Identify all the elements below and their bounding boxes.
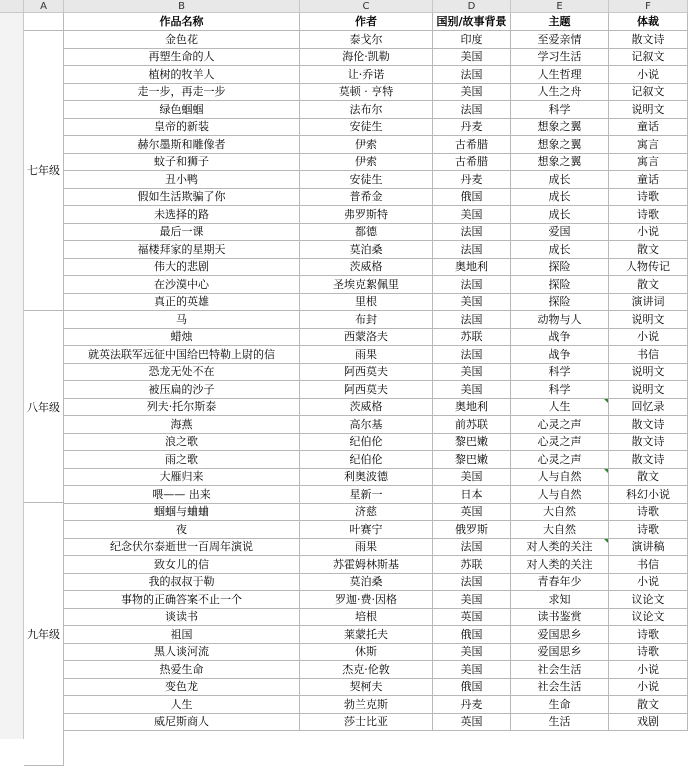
cell-genre[interactable]: 散文诗 xyxy=(609,433,688,451)
cell-theme[interactable]: 战争 xyxy=(511,328,609,346)
cell-theme[interactable]: 成长 xyxy=(511,188,609,206)
cell-genre[interactable]: 诗歌 xyxy=(609,503,688,521)
cell-theme[interactable]: 人与自然 xyxy=(511,486,609,504)
cell-author[interactable]: 海伦·凯勒 xyxy=(300,48,433,66)
cell-theme[interactable]: 爱国思乡 xyxy=(511,626,609,644)
cell-theme[interactable]: 对人类的关注 xyxy=(511,556,609,574)
cell-theme[interactable]: 想象之翼 xyxy=(511,136,609,154)
cell-title[interactable]: 再塑生命的人 xyxy=(64,48,300,66)
cell-genre[interactable]: 记叙文 xyxy=(609,48,688,66)
cell-author[interactable]: 雨果 xyxy=(300,346,433,364)
cell-title[interactable]: 最后一课 xyxy=(64,223,300,241)
cell-author[interactable]: 莫顿 · 亨特 xyxy=(300,83,433,101)
cell-theme[interactable]: 爱国思乡 xyxy=(511,643,609,661)
cell-title[interactable]: 威尼斯商人 xyxy=(64,713,300,731)
cell-theme[interactable]: 探险 xyxy=(511,258,609,276)
cell-genre[interactable]: 演讲稿 xyxy=(609,538,688,556)
column-header-d[interactable]: D xyxy=(433,0,511,13)
cell-theme[interactable]: 心灵之声 xyxy=(511,451,609,469)
cell-title[interactable]: 谈读书 xyxy=(64,608,300,626)
cell-genre[interactable]: 书信 xyxy=(609,346,688,364)
cell-country[interactable]: 奥地利 xyxy=(433,258,511,276)
header-cell-grade[interactable] xyxy=(24,13,64,31)
cell-country[interactable]: 印度 xyxy=(433,31,511,49)
cell-author[interactable]: 星新一 xyxy=(300,486,433,504)
cell-theme[interactable]: 人生 xyxy=(511,398,609,416)
cell-country[interactable]: 美国 xyxy=(433,661,511,679)
cell-genre[interactable]: 小说 xyxy=(609,66,688,84)
cell-country[interactable]: 英国 xyxy=(433,608,511,626)
cell-title[interactable]: 致女儿的信 xyxy=(64,556,300,574)
cell-theme[interactable]: 对人类的关注 xyxy=(511,538,609,556)
cell-genre[interactable]: 散文 xyxy=(609,696,688,714)
cell-marker-icon xyxy=(604,399,608,403)
cell-genre[interactable]: 诗歌 xyxy=(609,626,688,644)
cell-theme[interactable]: 生命 xyxy=(511,696,609,714)
cell-theme[interactable]: 探险 xyxy=(511,276,609,294)
cell-title[interactable]: 绿色蝈蝈 xyxy=(64,101,300,119)
header-cell-country[interactable]: 国别/故事背景 xyxy=(433,13,511,31)
cell-theme[interactable]: 生活 xyxy=(511,713,609,731)
cell-genre[interactable]: 散文诗 xyxy=(609,451,688,469)
cell-country[interactable]: 法国 xyxy=(433,346,511,364)
cell-theme[interactable]: 科学 xyxy=(511,363,609,381)
cell-author[interactable]: 泰戈尔 xyxy=(300,31,433,49)
cell-genre[interactable]: 回忆录 xyxy=(609,398,688,416)
grade-cell[interactable]: 八年级 xyxy=(24,311,64,504)
cell-theme[interactable]: 探险 xyxy=(511,293,609,311)
cell-theme[interactable]: 想象之翼 xyxy=(511,118,609,136)
cell-genre[interactable]: 小说 xyxy=(609,661,688,679)
cell-title[interactable]: 在沙漠中心 xyxy=(64,276,300,294)
cell-title[interactable]: 我的叔叔于勒 xyxy=(64,573,300,591)
row-header-strip xyxy=(0,13,24,739)
cell-country[interactable]: 美国 xyxy=(433,468,511,486)
cell-genre[interactable]: 议论文 xyxy=(609,608,688,626)
cell-title[interactable]: 事物的正确答案不止一个 xyxy=(64,591,300,609)
cell-author[interactable]: 纪伯伦 xyxy=(300,451,433,469)
cell-country[interactable]: 法国 xyxy=(433,311,511,329)
cell-title[interactable]: 热爱生命 xyxy=(64,661,300,679)
cell-title[interactable]: 变色龙 xyxy=(64,678,300,696)
cell-title[interactable]: 赫尔墨斯和雕像者 xyxy=(64,136,300,154)
cell-genre[interactable]: 说明文 xyxy=(609,381,688,399)
cell-country[interactable]: 苏联 xyxy=(433,556,511,574)
cell-marker-icon xyxy=(604,539,608,543)
cell-country[interactable]: 美国 xyxy=(433,381,511,399)
cell-theme[interactable]: 爱国 xyxy=(511,223,609,241)
grade-cell[interactable]: 九年级 xyxy=(24,503,64,766)
cell-genre[interactable]: 散文诗 xyxy=(609,416,688,434)
cell-author[interactable]: 莎士比亚 xyxy=(300,713,433,731)
cell-author[interactable]: 布封 xyxy=(300,311,433,329)
cell-title[interactable]: 大雁归来 xyxy=(64,468,300,486)
cell-title[interactable]: 祖国 xyxy=(64,626,300,644)
cell-title[interactable]: 未选择的路 xyxy=(64,206,300,224)
cell-genre[interactable]: 书信 xyxy=(609,556,688,574)
cell-author[interactable]: 弗罗斯特 xyxy=(300,206,433,224)
cell-country[interactable]: 法国 xyxy=(433,276,511,294)
cell-country[interactable]: 俄国 xyxy=(433,188,511,206)
cell-country[interactable]: 俄国 xyxy=(433,678,511,696)
cell-author[interactable]: 罗迦·费·因格 xyxy=(300,591,433,609)
cell-country[interactable]: 俄罗斯 xyxy=(433,521,511,539)
cell-genre[interactable]: 诗歌 xyxy=(609,206,688,224)
cell-country[interactable]: 法国 xyxy=(433,573,511,591)
cell-country[interactable]: 美国 xyxy=(433,643,511,661)
header-cell-title[interactable]: 作品名称 xyxy=(64,13,300,31)
cell-author[interactable]: 高尔基 xyxy=(300,416,433,434)
cell-theme[interactable]: 科学 xyxy=(511,101,609,119)
cell-country[interactable]: 法国 xyxy=(433,66,511,84)
cell-theme[interactable]: 科学 xyxy=(511,381,609,399)
cell-genre[interactable]: 童话 xyxy=(609,118,688,136)
cell-theme[interactable]: 战争 xyxy=(511,346,609,364)
cell-genre[interactable]: 小说 xyxy=(609,678,688,696)
cell-title[interactable]: 蚊子和狮子 xyxy=(64,153,300,171)
cell-genre[interactable]: 散文 xyxy=(609,276,688,294)
cell-genre[interactable]: 小说 xyxy=(609,573,688,591)
cell-theme[interactable]: 动物与人 xyxy=(511,311,609,329)
cell-genre[interactable]: 寓言 xyxy=(609,153,688,171)
cell-author[interactable]: 里根 xyxy=(300,293,433,311)
cell-country[interactable]: 黎巴嫩 xyxy=(433,451,511,469)
cell-genre[interactable]: 散文诗 xyxy=(609,31,688,49)
cell-country[interactable]: 丹麦 xyxy=(433,118,511,136)
select-all-corner[interactable] xyxy=(0,0,24,13)
cell-author[interactable]: 让·乔诺 xyxy=(300,66,433,84)
cell-theme[interactable]: 想象之翼 xyxy=(511,153,609,171)
cell-marker-icon xyxy=(604,469,608,473)
column-header-e[interactable]: E xyxy=(511,0,609,13)
cell-country[interactable]: 奥地利 xyxy=(433,398,511,416)
cell-genre[interactable]: 小说 xyxy=(609,223,688,241)
cell-country[interactable]: 法国 xyxy=(433,241,511,259)
cell-author[interactable]: 莫泊桑 xyxy=(300,573,433,591)
cell-theme[interactable]: 成长 xyxy=(511,241,609,259)
cell-title[interactable]: 海燕 xyxy=(64,416,300,434)
cell-country[interactable]: 古希腊 xyxy=(433,136,511,154)
cell-title[interactable]: 蜡烛 xyxy=(64,328,300,346)
cell-genre[interactable]: 演讲词 xyxy=(609,293,688,311)
cell-title[interactable]: 伟大的悲剧 xyxy=(64,258,300,276)
cell-title[interactable]: 假如生活欺骗了你 xyxy=(64,188,300,206)
cell-author[interactable]: 利奥波德 xyxy=(300,468,433,486)
cell-genre[interactable]: 记叙文 xyxy=(609,83,688,101)
cell-author[interactable]: 都德 xyxy=(300,223,433,241)
column-header-a[interactable]: A xyxy=(24,0,64,13)
cell-title[interactable]: 纪念伏尔泰逝世一百周年演说 xyxy=(64,538,300,556)
cell-country[interactable]: 法国 xyxy=(433,538,511,556)
cell-country[interactable]: 古希腊 xyxy=(433,153,511,171)
cell-author[interactable]: 圣埃克絮佩里 xyxy=(300,276,433,294)
cell-country[interactable]: 日本 xyxy=(433,486,511,504)
cell-country[interactable]: 美国 xyxy=(433,591,511,609)
cell-country[interactable]: 美国 xyxy=(433,206,511,224)
cell-genre[interactable]: 散文 xyxy=(609,468,688,486)
cell-author[interactable]: 伊索 xyxy=(300,136,433,154)
cell-genre[interactable]: 科幻小说 xyxy=(609,486,688,504)
column-header-f[interactable]: F xyxy=(609,0,688,13)
cell-theme[interactable]: 青春年少 xyxy=(511,573,609,591)
cell-author[interactable]: 茨威格 xyxy=(300,258,433,276)
cell-country[interactable]: 英国 xyxy=(433,503,511,521)
cell-country[interactable]: 美国 xyxy=(433,363,511,381)
cell-author[interactable]: 纪伯伦 xyxy=(300,433,433,451)
cell-theme[interactable]: 心灵之声 xyxy=(511,433,609,451)
cell-genre[interactable]: 说明文 xyxy=(609,311,688,329)
cell-genre[interactable]: 说明文 xyxy=(609,101,688,119)
cell-title[interactable]: 马 xyxy=(64,311,300,329)
cell-title[interactable]: 金色花 xyxy=(64,31,300,49)
cell-title[interactable]: 福楼拜家的星期天 xyxy=(64,241,300,259)
cell-title[interactable]: 丑小鸭 xyxy=(64,171,300,189)
cell-theme[interactable]: 求知 xyxy=(511,591,609,609)
cell-theme[interactable]: 成长 xyxy=(511,206,609,224)
cell-genre[interactable]: 戏剧 xyxy=(609,713,688,731)
header-cell-theme[interactable]: 主题 xyxy=(511,13,609,31)
cell-theme[interactable]: 大自然 xyxy=(511,521,609,539)
cell-theme[interactable]: 大自然 xyxy=(511,503,609,521)
cell-country[interactable]: 丹麦 xyxy=(433,171,511,189)
cell-author[interactable]: 安徒生 xyxy=(300,171,433,189)
cell-author[interactable]: 莱蒙托夫 xyxy=(300,626,433,644)
cell-author[interactable]: 勃兰克斯 xyxy=(300,696,433,714)
cell-title[interactable]: 雨之歌 xyxy=(64,451,300,469)
cell-genre[interactable]: 人物传记 xyxy=(609,258,688,276)
header-cell-genre[interactable]: 体裁 xyxy=(609,13,688,31)
cell-title[interactable]: 植树的牧羊人 xyxy=(64,66,300,84)
cell-theme[interactable]: 至爱亲情 xyxy=(511,31,609,49)
cell-author[interactable]: 阿西莫夫 xyxy=(300,363,433,381)
cell-title[interactable]: 恐龙无处不在 xyxy=(64,363,300,381)
column-header-b[interactable]: B xyxy=(64,0,300,13)
cell-author[interactable]: 杰克·伦敦 xyxy=(300,661,433,679)
cell-author[interactable]: 莫泊桑 xyxy=(300,241,433,259)
cell-title[interactable]: 列夫·托尔斯泰 xyxy=(64,398,300,416)
cell-theme[interactable]: 人与自然 xyxy=(511,468,609,486)
cell-country[interactable]: 法国 xyxy=(433,223,511,241)
cell-genre[interactable]: 散文 xyxy=(609,241,688,259)
cell-country[interactable]: 英国 xyxy=(433,713,511,731)
cell-title[interactable]: 走一步，再走一步 xyxy=(64,83,300,101)
cell-theme[interactable]: 成长 xyxy=(511,171,609,189)
cell-theme[interactable]: 社会生活 xyxy=(511,678,609,696)
cell-country[interactable]: 美国 xyxy=(433,48,511,66)
cell-genre[interactable]: 小说 xyxy=(609,328,688,346)
cell-country[interactable]: 美国 xyxy=(433,83,511,101)
cell-title[interactable]: 喂—— 出来 xyxy=(64,486,300,504)
cell-theme[interactable]: 学习生活 xyxy=(511,48,609,66)
cell-genre[interactable]: 议论文 xyxy=(609,591,688,609)
cell-author[interactable]: 安徒生 xyxy=(300,118,433,136)
cell-author[interactable]: 西蒙洛夫 xyxy=(300,328,433,346)
cell-title[interactable]: 夜 xyxy=(64,521,300,539)
cell-author[interactable]: 培根 xyxy=(300,608,433,626)
cell-author[interactable]: 休斯 xyxy=(300,643,433,661)
cell-author[interactable]: 苏霍姆林斯基 xyxy=(300,556,433,574)
cell-title[interactable]: 黑人谈河流 xyxy=(64,643,300,661)
cell-genre[interactable]: 诗歌 xyxy=(609,643,688,661)
cell-theme[interactable]: 社会生活 xyxy=(511,661,609,679)
cell-title[interactable]: 真正的英雄 xyxy=(64,293,300,311)
grade-cell[interactable]: 七年级 xyxy=(24,31,64,311)
header-cell-author[interactable]: 作者 xyxy=(300,13,433,31)
cell-theme[interactable]: 人生之舟 xyxy=(511,83,609,101)
cell-author[interactable]: 雨果 xyxy=(300,538,433,556)
cell-title[interactable]: 就英法联军远征中国给巴特勒上尉的信 xyxy=(64,346,300,364)
cell-country[interactable]: 法国 xyxy=(433,101,511,119)
cell-country[interactable]: 苏联 xyxy=(433,328,511,346)
cell-country[interactable]: 黎巴嫩 xyxy=(433,433,511,451)
cell-title[interactable]: 人生 xyxy=(64,696,300,714)
cell-theme[interactable]: 心灵之声 xyxy=(511,416,609,434)
column-header-c[interactable]: C xyxy=(300,0,433,13)
cell-genre[interactable]: 寓言 xyxy=(609,136,688,154)
cell-author[interactable]: 茨威格 xyxy=(300,398,433,416)
cell-theme[interactable]: 人生哲理 xyxy=(511,66,609,84)
cell-author[interactable]: 契柯夫 xyxy=(300,678,433,696)
cell-country[interactable]: 俄国 xyxy=(433,626,511,644)
cell-title[interactable]: 皇帝的新装 xyxy=(64,118,300,136)
cell-title[interactable]: 被压扁的沙子 xyxy=(64,381,300,399)
cell-author[interactable]: 法布尔 xyxy=(300,101,433,119)
cell-author[interactable]: 普希金 xyxy=(300,188,433,206)
cell-theme[interactable]: 读书鉴赏 xyxy=(511,608,609,626)
cell-title[interactable]: 蝈蝈与蛐蛐 xyxy=(64,503,300,521)
cell-country[interactable]: 美国 xyxy=(433,293,511,311)
cell-author[interactable]: 叶赛宁 xyxy=(300,521,433,539)
cell-genre[interactable]: 童话 xyxy=(609,171,688,189)
cell-genre[interactable]: 说明文 xyxy=(609,363,688,381)
cell-country[interactable]: 丹麦 xyxy=(433,696,511,714)
cell-country[interactable]: 前苏联 xyxy=(433,416,511,434)
cell-genre[interactable]: 诗歌 xyxy=(609,188,688,206)
cell-author[interactable]: 伊索 xyxy=(300,153,433,171)
cell-author[interactable]: 阿西莫夫 xyxy=(300,381,433,399)
cell-author[interactable]: 济慈 xyxy=(300,503,433,521)
cell-genre[interactable]: 诗歌 xyxy=(609,521,688,539)
cell-title[interactable]: 浪之歌 xyxy=(64,433,300,451)
